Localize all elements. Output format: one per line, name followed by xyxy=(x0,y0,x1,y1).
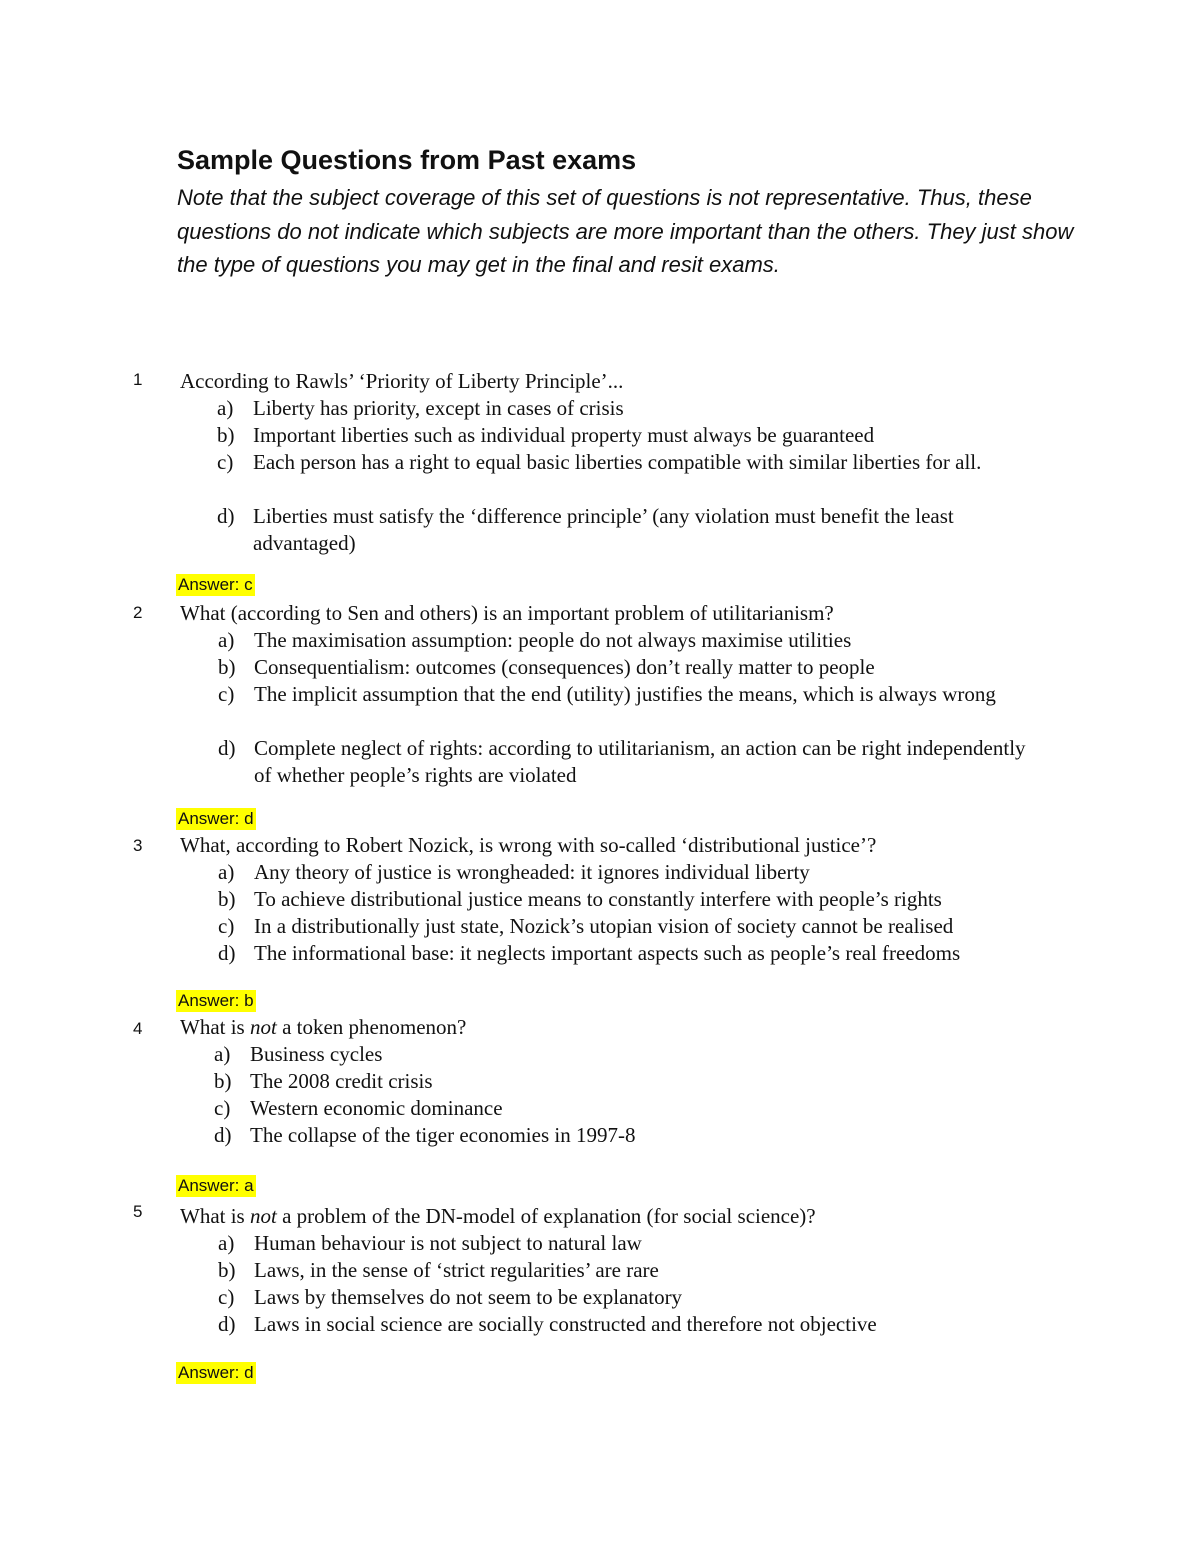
answer-highlight: Answer: b xyxy=(178,991,254,1010)
emphasis-not: not xyxy=(249,1204,277,1228)
option-text: Laws in social science are socially constructed and therefore not objective xyxy=(254,1312,877,1336)
question-number: 2 xyxy=(133,603,143,622)
question-number: 4 xyxy=(133,1019,143,1038)
option-text: Western economic dominance xyxy=(250,1096,503,1120)
option-letter: a) xyxy=(218,860,235,884)
option-text: Human behaviour is not subject to natural law xyxy=(254,1231,642,1255)
question-number: 5 xyxy=(133,1202,143,1221)
option-letter: a) xyxy=(218,628,235,652)
question-number: 3 xyxy=(133,836,143,855)
question-stem: What is not a problem of the DN-model of explanation (for social science)? xyxy=(180,1204,816,1228)
emphasis-not: not xyxy=(249,1015,277,1039)
option-text: The 2008 credit crisis xyxy=(250,1069,433,1093)
option-letter: b) xyxy=(218,1258,236,1282)
option-text: The implicit assumption that the end (utility) justifies the means, which is always wrong xyxy=(254,682,996,706)
option-letter: b) xyxy=(218,887,236,911)
answer-highlight: Answer: c xyxy=(178,575,253,594)
option-text: To achieve distributional justice means to constantly interfere with people’s rights xyxy=(254,887,942,911)
option-text: Complete neglect of rights: according to utilitarianism, an action can be right independently of whether people’s rights are violated xyxy=(254,736,1026,787)
option-letter: b) xyxy=(214,1069,232,1093)
option-text: Laws by themselves do not seem to be explanatory xyxy=(254,1285,683,1309)
option-text: The maximisation assumption: people do not always maximise utilities xyxy=(254,628,852,652)
option-letter: a) xyxy=(214,1042,231,1066)
answer-highlight: Answer: a xyxy=(178,1176,254,1195)
option-letter: c) xyxy=(217,450,234,474)
option-letter: c) xyxy=(218,914,235,938)
question-number: 1 xyxy=(133,370,143,389)
question-stem: What is not a token phenomenon? xyxy=(180,1015,467,1039)
option-text: Any theory of justice is wrongheaded: it ignores individual liberty xyxy=(254,860,810,884)
option-text: Liberties must satisfy the ‘difference principle’ (any violation must benefit the least advantaged) xyxy=(253,504,954,555)
option-text: Laws, in the sense of ‘strict regularities’ are rare xyxy=(254,1258,659,1282)
option-text: Liberty has priority, except in cases of crisis xyxy=(253,396,624,420)
option-letter: c) xyxy=(218,1285,235,1309)
page-title: Sample Questions from Past exams xyxy=(177,145,637,175)
question-stem: What (according to Sen and others) is an important problem of utilitarianism? xyxy=(180,601,834,625)
option-text: In a distributionally just state, Nozick’s utopian vision of society cannot be realised xyxy=(254,914,954,938)
option-letter: d) xyxy=(214,1123,232,1147)
answer-highlight: Answer: d xyxy=(178,1363,254,1382)
option-letter: a) xyxy=(217,396,234,420)
option-text: The informational base: it neglects important aspects such as people’s real freedoms xyxy=(254,941,961,965)
option-letter: d) xyxy=(218,941,236,965)
option-text: Consequentialism: outcomes (consequences) don’t really matter to people xyxy=(254,655,875,679)
option-text: Each person has a right to equal basic liberties compatible with similar liberties for all. xyxy=(253,450,982,474)
question-stem: According to Rawls’ ‘Priority of Liberty Principle’... xyxy=(180,369,624,393)
option-letter: d) xyxy=(218,736,236,760)
option-letter: d) xyxy=(217,504,235,528)
option-letter: d) xyxy=(218,1312,236,1336)
option-letter: a) xyxy=(218,1231,235,1255)
option-text: Important liberties such as individual property must always be guaranteed xyxy=(253,423,875,447)
option-letter: c) xyxy=(218,682,235,706)
option-letter: b) xyxy=(218,655,236,679)
option-text: Business cycles xyxy=(250,1042,383,1066)
intro-note: Note that the subject coverage of this set of questions is not representative. Thus, these questions do not indicate which subjects are more important than the others. They just show the type of questions you may get in the final and resit exams. xyxy=(177,185,1074,277)
option-text: The collapse of the tiger economies in 1997-8 xyxy=(250,1123,636,1147)
question-stem: What, according to Robert Nozick, is wrong with so-called ‘distributional justice’? xyxy=(180,833,877,857)
option-letter: c) xyxy=(214,1096,231,1120)
option-letter: b) xyxy=(217,423,235,447)
answer-highlight: Answer: d xyxy=(178,809,254,828)
